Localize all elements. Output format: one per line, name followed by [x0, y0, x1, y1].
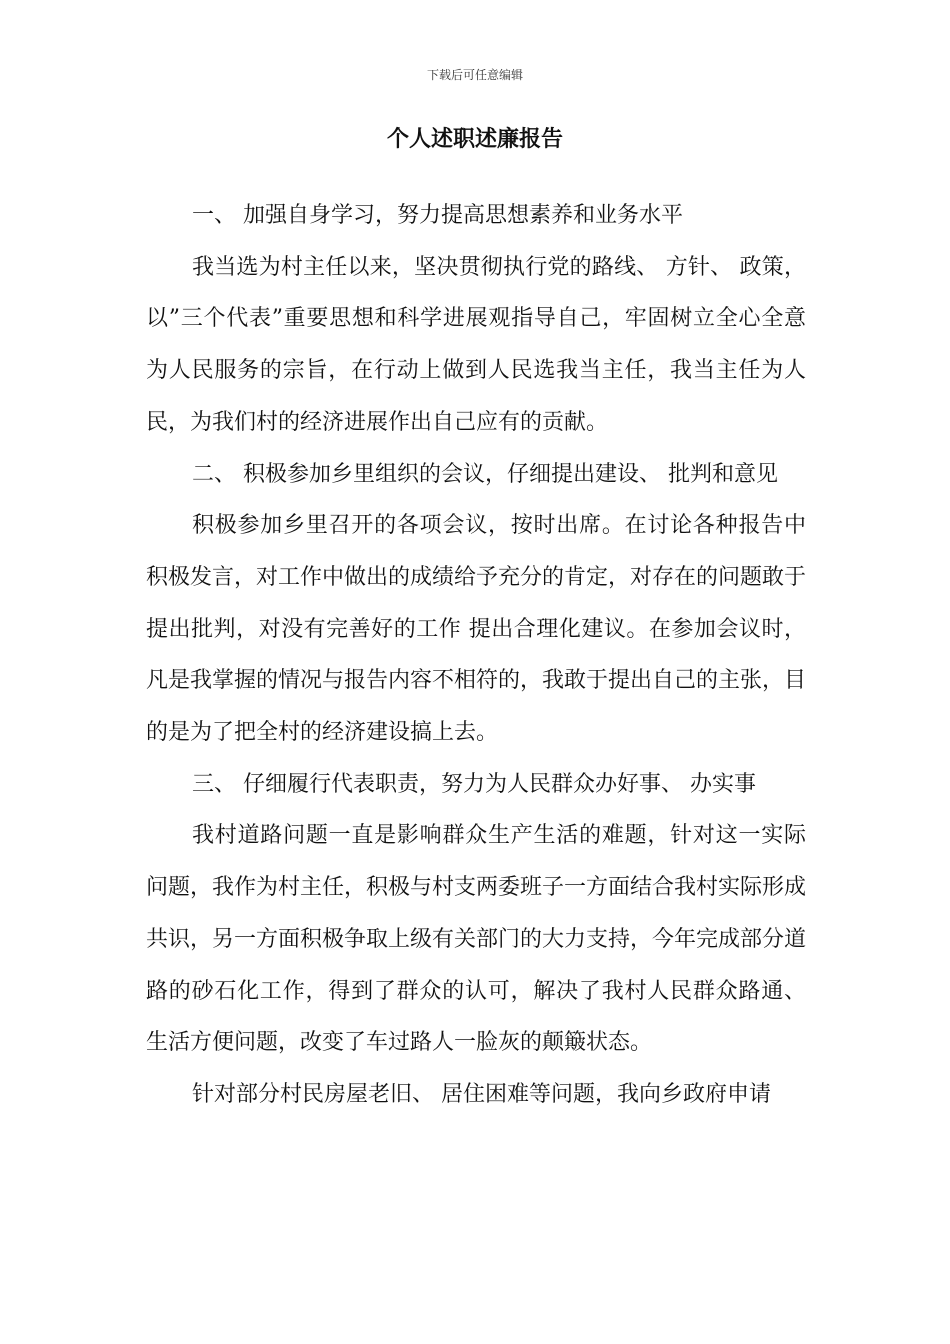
- section-3-heading: 三、 仔细履行代表职责，努力为人民群众办好事、 办实事: [192, 771, 756, 797]
- section-1-paragraph: 我当选为村主任以来，坚决贯彻执行党的路线、 方针、 政策，以”三个代表”重要思想和科学进展观指导自己，牢固树立全心全意为人民服务的宗旨，在行动上做到人民选我当主任，我当主任为人民，为我们村的经济进展作出自己应有的贡献。: [146, 254, 806, 435]
- document-body: [146, 190, 806, 1121]
- section-3-paragraph-1: 我村道路问题一直是影响群众生产生活的难题，针对这一实际问题，我作为村主任，积极与村支两委班子一方面结合我村实际形成共识，另一方面积极争取上级有关部门的大力支持，今年完成部分道路的砂石化工作，得到了群众的认可，解决了我村人民群众路通、 生活方便问题，改变了车过路人一脸灰的颠簸状态。: [146, 823, 807, 1056]
- header-note: 下载后可任意编辑: [426, 68, 523, 82]
- section-1-heading: 一、 加强自身学习，努力提高思想素养和业务水平: [192, 203, 683, 228]
- document-title: 个人述职述廉报告: [386, 126, 563, 152]
- section-2-paragraph: 积极参加乡里召开的各项会议，按时出席。在讨论各种报告中积极发言，对工作中做出的成绩给予充分的肯定，对存在的问题敢于提出批判，对没有完善好的工作 提出合理化建议。在参加会议时，凡是我掌握的情况与报告内容不相符的，我敢于提出自己的主张，目的是为了把全村的经济建设搞上去。: [146, 513, 807, 746]
- section-3-paragraph-2: 针对部分村民房屋老旧、 居住困难等问题，我向乡政府申请: [192, 1081, 771, 1107]
- section-2-heading: 二、 积极参加乡里组织的会议，仔细提出建设、 批判和意见: [192, 461, 778, 487]
